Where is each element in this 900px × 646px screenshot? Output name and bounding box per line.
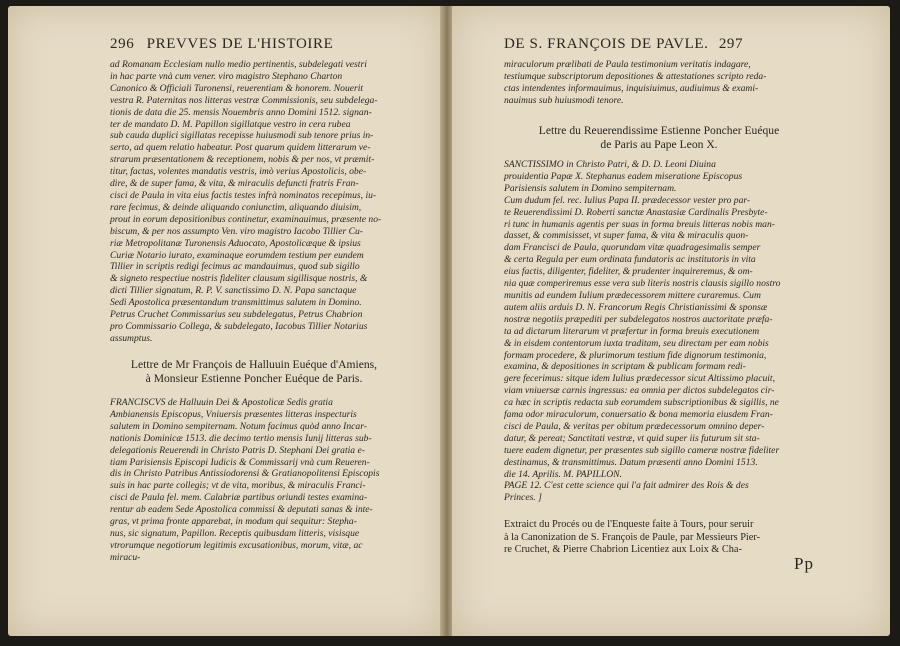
right-text-block-2: SANCTISSIMO in Christo Patri, & D. D. Leoni Diuina prouidentia Papæ X. Stephanus eadem miseratione Episcopus Parisiensis salutem in Domino sempiternam. Cum dudum fel. rec. Iulius Papa II. prædecessor vester pro par- te Reuerendissimi D. Roberti sanctæ Anastasiæ Cardinalis Presbyte- ri tunc in humanis agentis per suas in forma breuis litteras nobis man- dasset, & commisisset, vt super fama, & vita & miraculis quon- dam Francisci de Paula, quorundam vitæ quadragesimalis semper & certa Regula per eum ordinata fundatoris ac institutoris in vita eius factis, diligenter, fideliter, & prudenter inquireremus, & om- nia quæ comperiremus esse vera sub literis nostris clausis sigillo nostro munitis ad eundem Iulium prædecessorem mittere curaremus. Cum autem aliis arduis D. N. Francorum Regis Christianissimi & sponsæ nostræ negotiis præpediti per subdelegatos nostros auctoritate præfa- ta ad dictarum literarum vt præfertur in forma breuis executionem & in eisdem contentorum iuxta traditam, seu directam per eam nobis formam procedere, & plurimorum testium fide dignorum testimonia, examina, & depositiones in scriptam & publicam formam redi- gere fecerimus: sitque idem Iulius prædecessor sicut Altissimo placuit, viam vniuersæ carnis ingressus: ea omnia per dictos subdelegatos cir- ca hæc in scriptis redacta sub eorumdem subscriptionibus & sigillis, ne fama odor miraculorum, conuersatio & bona memoria eiusdem Fran- cisci de Paula, & veritas per obitum prædecessorum omnino deper- datur, & pereat; Sanctitati vestræ, vt quid super iis futurum sit sta- tuere eadem dignetur, per præsentes sub sigillo cameræ nostræ fideliter destinamus, & transmittimus. Datum præsenti anno Domini 1513. die 14. Aprilis. M. PAPILLON. PAGE 12. C'est cette science qui l'a fait admirer des Rois & des Princes. ] — [504, 159, 781, 504]
signature-mark: Pp — [794, 554, 814, 573]
right-page-number: 297 — [718, 36, 744, 52]
left-text-block-1: ad Romanam Ecclesiam nullo medio pertinentis, subdelegati vestri in hac parte vnà cum vener. viro magistro Stephano Charton Canonico & Officiali Turonensi, reuerentiam & honorem. Nouerit vestra R. Paternitas nos litteras vestræ Commissionis, seu subdelega- tionis de data die 25. mensis Nouembris anno Domini 1512. signan- ter de mandato D. M. Papillon sigillatque vestro in cera rubea sub cauda duplici sigillatas recepisse huiusmodi sub tenore prius in- serto, ad quem relatio habeatur. Post quarum quidem litterarum ve- strarum præsentationem & receptionem, nobis & per nos, vt præmit- titur, factas, volentes mandatis vestris, imò verius Apostolicis, obe- dire, & de super fama, & vita, & miraculis defuncti fratris Fran- cisci de Paula in vita eius factis testes infrà nominatos recepimus, iu- rare fecimus, & deinde aliquando coniunctim, aliquando diuisim, prout in eorum depositionibus continetur, examinauimus, præsente no- biscum, & per nos assumpto Ven. viro magistro Iacobo Tillier Cu- riæ Metropolitanæ Turonensis Aduocato, Apostolicæque & ipsius Curiæ Notario iurato, examinaque eorumdem testium per eundem Tillier in scriptis redigi fecimus ac mandauimus, quod sub sigillo & signeto respectiue nostris fideliter clausum sigillisque nostris, & dicti Tillier signatum, R. P. V. sanctissimo D. N. Papa sanctaque Sedi Apostolica præsentandum transmittimus salutem in Domino. Petrus Cruchet Commissarius seu subdelegatus, Petrus Chabrion pro Commissario Collega, & subdelegato, Iacobus Tillier Notarius assumptus. — [110, 59, 382, 344]
right-running-head — [504, 36, 743, 53]
left-page-number: 296 — [110, 36, 135, 52]
right-letter-heading: Lettre du Reuerendissime Estienne Poncher Euéque de Paris au Pape Leon X. — [538, 124, 780, 151]
left-text-block-2: FRANCISCVS de Halluuin Dei & Apostolicæ Sedis gratia Ambianensis Episcopus, Vniuersis præsentes litteras inspecturis salutem in Domino sempiternam. Notum facimus quòd anno Incar- nationis Dominicæ 1513. die decimo tertio mensis Iunij litteras sub- delegationis Reuerendi in Christo Patris D. Stephani Dei gratia e- tiam Parisiensis Episcopi Iudicis & Commissarij vnà cum Reueren- dis in Christo Patribus Antissiodorensi & Gratianopolitensi Episcopis suis in hac parte collegis; vt de vita, moribus, & miraculis Franci- cisci de Paula fel. mem. Calabriæ partibus oriundi testes examina- rentur ab eadem Sede Apostolica commissi & deputati sanas & inte- gras, vt prima fronte apparebat, in modum qui sequitur: Stepha- nus, sic signatum, Papillon. Receptis quibusdam litteris, visisque vtrorumque negotiorum legitimis excusationibus, morum, vitæ, ac miracu- — [110, 397, 380, 563]
left-page — [8, 6, 442, 636]
right-extrait-paragraph: Extraict du Procés ou de l'Enqueste faite à Tours, pour seruir à la Canonization de S. François de Paule, par Messieurs Pier- re Cruchet, & Pierre Chabrion Licentiez aux Loix & Cha- — [504, 519, 761, 556]
left-running-title: PREVVES DE L'HISTOIRE — [146, 36, 334, 52]
right-text-block-1: miraculorum prælibati de Paula testimonium veritatis indagare, testiumque subscriptorum depositiones & attestationes scripto reda- ctas intendentes informauimus, inquisiuimus, audiuimus & exami- nauimus sub huiusmodi tenore. — [504, 59, 767, 106]
left-running-head — [110, 36, 333, 53]
right-running-title: DE S. FRANÇOIS DE PAVLE. — [504, 36, 709, 52]
left-letter-heading: Lettre de Mr François de Halluuin Euéque d'Amiens, à Monsieur Estienne Poncher Euéque de Paris. — [130, 358, 378, 385]
right-page — [452, 6, 890, 636]
